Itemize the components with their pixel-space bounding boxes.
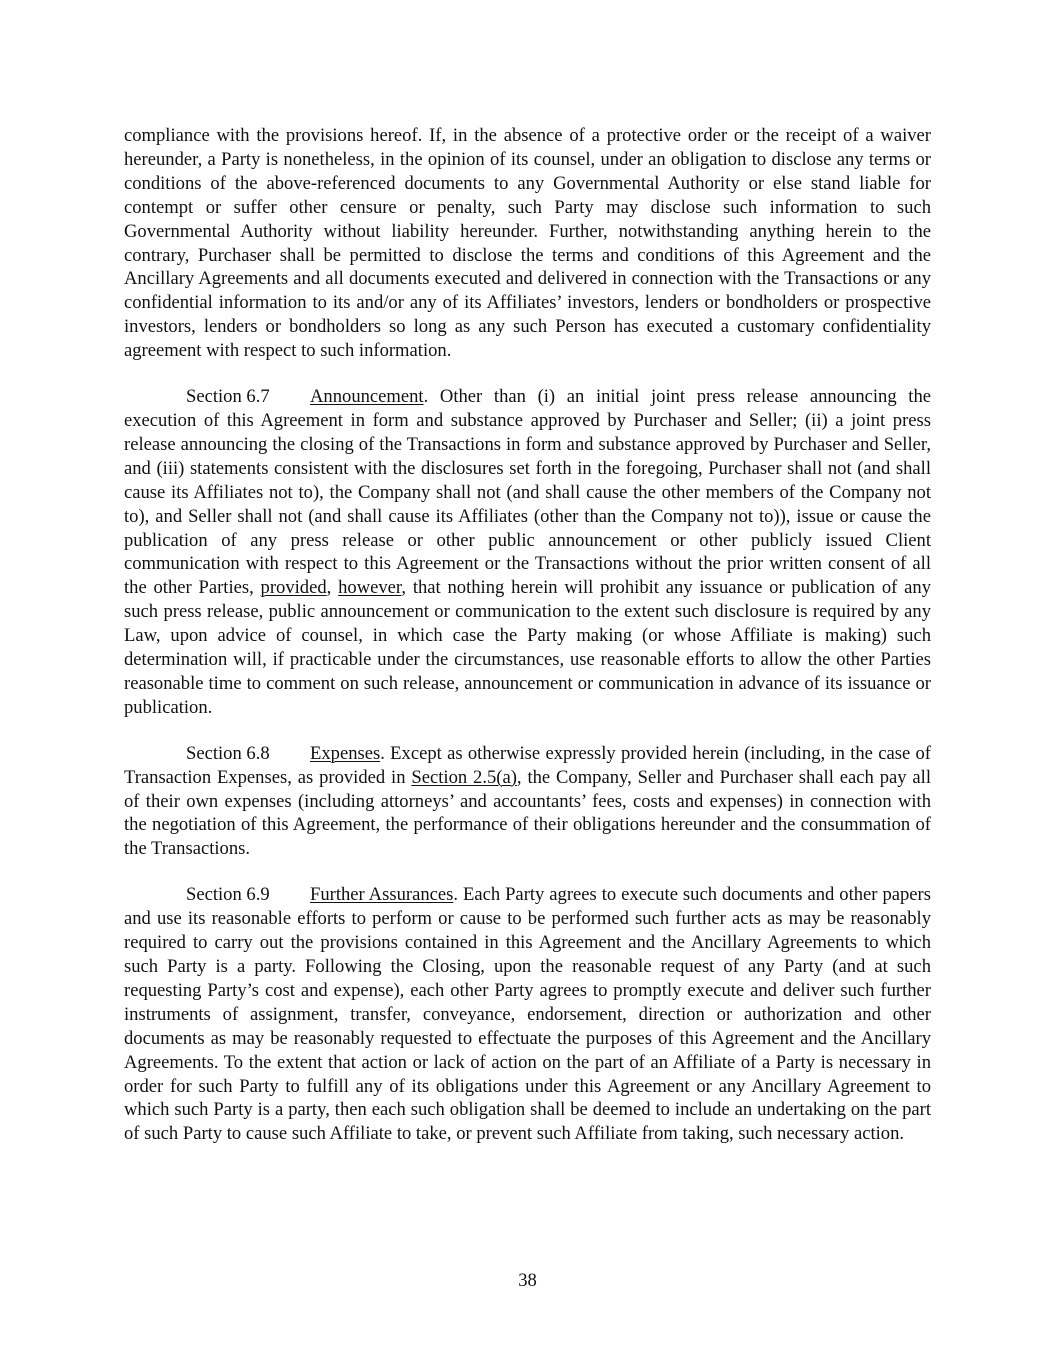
- section-6-9-text-a: . Each Party agrees to execute such documents and other papers and use its reasonable efforts to perform or cause to be performed such further acts as may be reasonably required to carry out the provisions contained in this Agreement and the Ancillary Agreements to which such Party is a party. Following the Closing, upon the reasonable request of any Party (and at such requesting Party’s cost and expense), each other Party agrees to promptly execute and deliver such further instruments of assignment, transfer, conveyance, endorsement, direction or authorization and other documents as may be reasonably requested to effectuate the purposes of this Agreement and the Ancillary Agreements. To the extent that action or lack of action on the part of an Affiliate of a Party is necessary in order for such Party to fulfill any of its obligations under this Agreement or any Ancillary Agreement to which such Party is a party, then each such obligation shall be deemed to include an undertaking on the part of such Party to cause such Affiliate to take, or prevent such Affiliate from taking, such necessary action.: [124, 884, 931, 1145]
- section-6-7-comma: ,: [326, 577, 339, 599]
- section-2-5-a-reference: Section 2.5(a): [411, 766, 517, 788]
- section-6-8-text-b: , the Company, Seller and Purchaser shall each pay all of their own expenses (including attorneys’ and accountants’ fees, costs and expenses) in connection with the negotiation of this Agreement, the performance of their obligations hereunder and the consummation of the Transactions.: [124, 766, 931, 860]
- section-6-9-paragraph: [124, 883, 931, 1146]
- provided-term: provided: [260, 577, 327, 599]
- document-page: [124, 124, 931, 1168]
- section-6-9-number: Section 6.9: [186, 884, 270, 906]
- however-term: however: [338, 577, 402, 599]
- section-6-7-number: Section 6.7: [186, 386, 270, 408]
- page-number: 38: [518, 1270, 537, 1291]
- section-6-9-heading: Further Assurances: [310, 884, 454, 906]
- section-6-7-heading: Announcement: [310, 386, 424, 408]
- section-6-7-paragraph: [124, 385, 931, 720]
- section-6-8-paragraph: [124, 742, 931, 862]
- section-6-8-number: Section 6.8: [186, 742, 270, 764]
- section-6-7-text-b: , that nothing herein will prohibit any issuance or publication of any such press release, public announcement or communication to the extent such disclosure is required by any Law, upon advice of counsel, in which case the Party making (or whose Affiliate is making) such determination will, if practicable under the circumstances, use reasonable efforts to allow the other Parties reasonable time to comment on such release, announcement or communication in advance of its issuance or publication.: [124, 577, 932, 718]
- section-6-7-text-a: . Other than (i) an initial joint press release announcing the execution of this Agreement in form and substance approved by Purchaser and Seller; (ii) a joint press release announcing the closing of the Transactions in form and substance approved by Purchaser and Seller, and (iii) statements consistent with the disclosures set forth in the foregoing, Purchaser shall not (and shall cause its Affiliates not to), the Company shall not (and shall cause the other members of the Company not to), and Seller shall not (and shall cause its Affiliates (other than the Company not to)), issue or cause the publication of any press release or other public announcement or other publicly issued Client communication with respect to this Agreement or the Transactions without the prior written consent of all the other Parties,: [124, 386, 931, 599]
- section-6-8-text-a: . Except as otherwise expressly provided herein (including, in the case of Transaction Expenses, as provided in: [124, 742, 931, 788]
- continuation-text: compliance with the provisions hereof. If, in the absence of a protective order or the receipt of a waiver hereunder, a Party is nonetheless, in the opinion of its counsel, under an obligation to disclose any terms or conditions of the above-referenced documents to any Governmental Authority or else stand liable for contempt or suffer other censure or penalty, such Party may disclose such information to such Governmental Authority without liability hereunder. Further, notwithstanding anything herein to the contrary, Purchaser shall be permitted to disclose the terms and conditions of this Agreement and the Ancillary Agreements and all documents executed and delivered in connection with the Transactions or any confidential information to its and/or any of its Affiliates’ investors, lenders or bondholders or prospective investors, lenders or bondholders so long as any such Person has executed a customary confidentiality agreement with respect to such information.: [124, 125, 931, 362]
- continuation-paragraph: [124, 124, 931, 363]
- section-6-8-heading: Expenses: [310, 742, 381, 764]
